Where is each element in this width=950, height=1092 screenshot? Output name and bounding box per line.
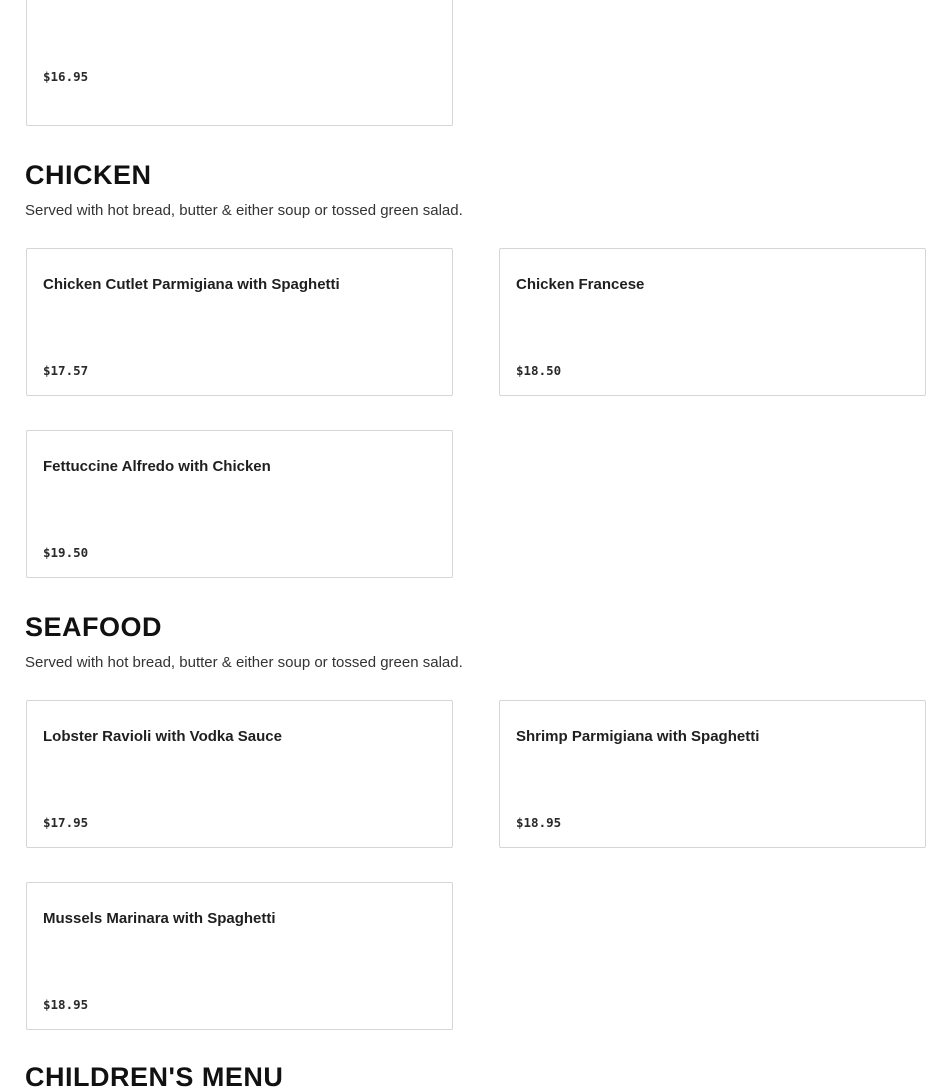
menu-item-name: Chicken Cutlet Parmigiana with Spaghetti: [43, 276, 340, 293]
menu-item-card[interactable]: [26, 430, 453, 578]
section-description-chicken: Served with hot bread, butter & either soup or tossed green salad.: [25, 202, 463, 219]
menu-item-name: Lobster Ravioli with Vodka Sauce: [43, 728, 282, 745]
menu-item-card[interactable]: [26, 700, 453, 848]
menu-item-price: $18.95: [516, 815, 562, 830]
menu-item-name: Mussels Marinara with Spaghetti: [43, 910, 276, 927]
section-description-seafood: Served with hot bread, butter & either soup or tossed green salad.: [25, 654, 463, 671]
menu-item-price: $17.95: [43, 815, 89, 830]
menu-item-name: Shrimp Parmigiana with Spaghetti: [516, 728, 760, 745]
menu-item-card[interactable]: [499, 248, 926, 396]
menu-item-card[interactable]: [26, 248, 453, 396]
menu-item-name: Chicken Francese: [516, 276, 645, 293]
menu-item-name: Fettuccine Alfredo with Chicken: [43, 458, 271, 475]
menu-item-price: $16.95: [43, 69, 89, 84]
menu-item-price: $18.95: [43, 997, 89, 1012]
menu-item-price: $18.50: [516, 363, 562, 378]
section-title-childrens-menu: CHILDREN'S MENU: [25, 1062, 284, 1092]
section-title-seafood: SEAFOOD: [25, 612, 163, 642]
menu-item-price: $19.50: [43, 545, 89, 560]
menu-item-price: $17.57: [43, 363, 89, 378]
section-title-chicken: CHICKEN: [25, 160, 152, 190]
menu-item-card[interactable]: [26, 882, 453, 1030]
menu-item-card[interactable]: [499, 700, 926, 848]
menu-item-card[interactable]: [26, 0, 453, 126]
